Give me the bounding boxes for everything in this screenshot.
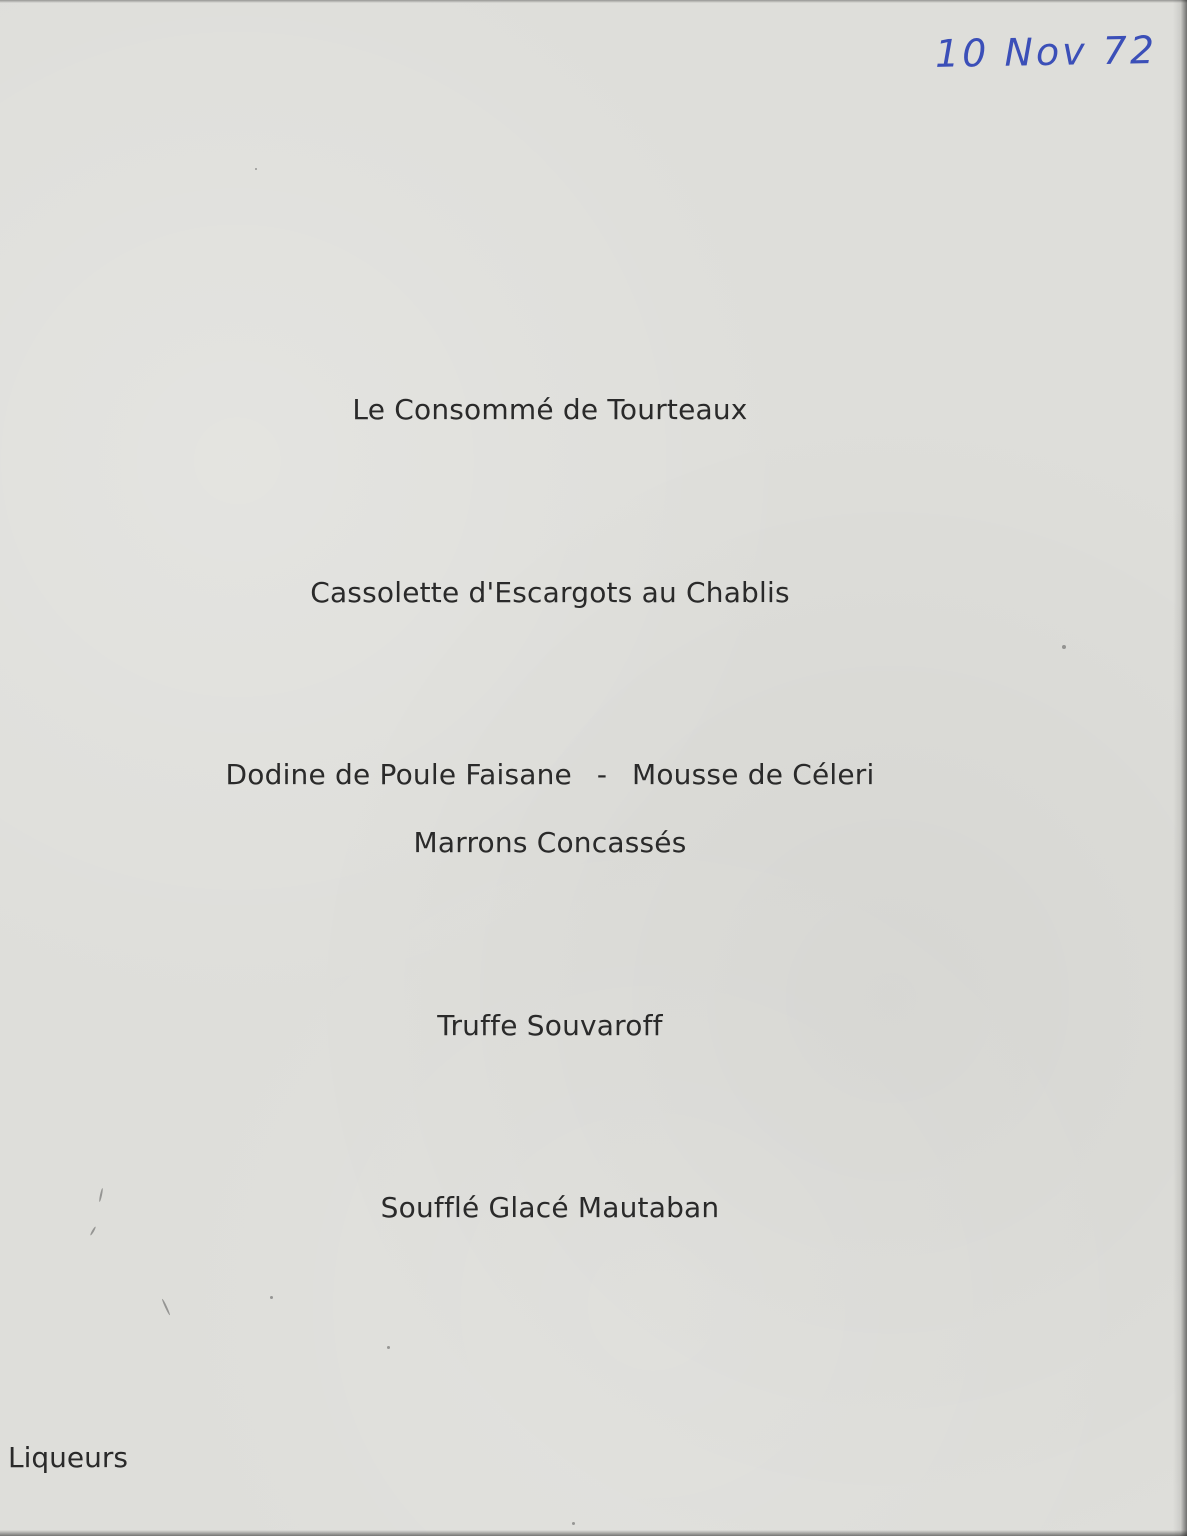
course-mousse: Mousse de Céleri xyxy=(631,758,875,791)
paper-speck xyxy=(161,1298,170,1315)
paper-right-edge xyxy=(1173,0,1187,1536)
paper-speck xyxy=(1062,645,1066,649)
paper-top-edge xyxy=(0,0,1187,3)
course-escargots: Cassolette d'Escargots au Chablis xyxy=(310,576,790,609)
paper-bottom-edge xyxy=(0,1530,1187,1536)
liqueurs-label: Liqueurs xyxy=(8,1441,128,1474)
paper-speck xyxy=(255,168,257,170)
paper-speck xyxy=(270,1296,273,1299)
paper-speck xyxy=(387,1346,390,1349)
course-souffle: Soufflé Glacé Mautaban xyxy=(380,1191,720,1224)
course-dodine-line xyxy=(0,758,1100,791)
course-marrons: Marrons Concassés xyxy=(413,826,687,859)
course-separator: - xyxy=(596,758,608,791)
course-dodine: Dodine de Poule Faisane xyxy=(225,758,572,791)
course-consomme: Le Consommé de Tourteaux xyxy=(352,393,748,426)
paper-speck xyxy=(90,1226,97,1236)
course-truffe: Truffe Souvaroff xyxy=(437,1009,663,1042)
handwritten-date: 10 Nov 72 xyxy=(934,28,1158,76)
paper-speck xyxy=(572,1522,575,1525)
